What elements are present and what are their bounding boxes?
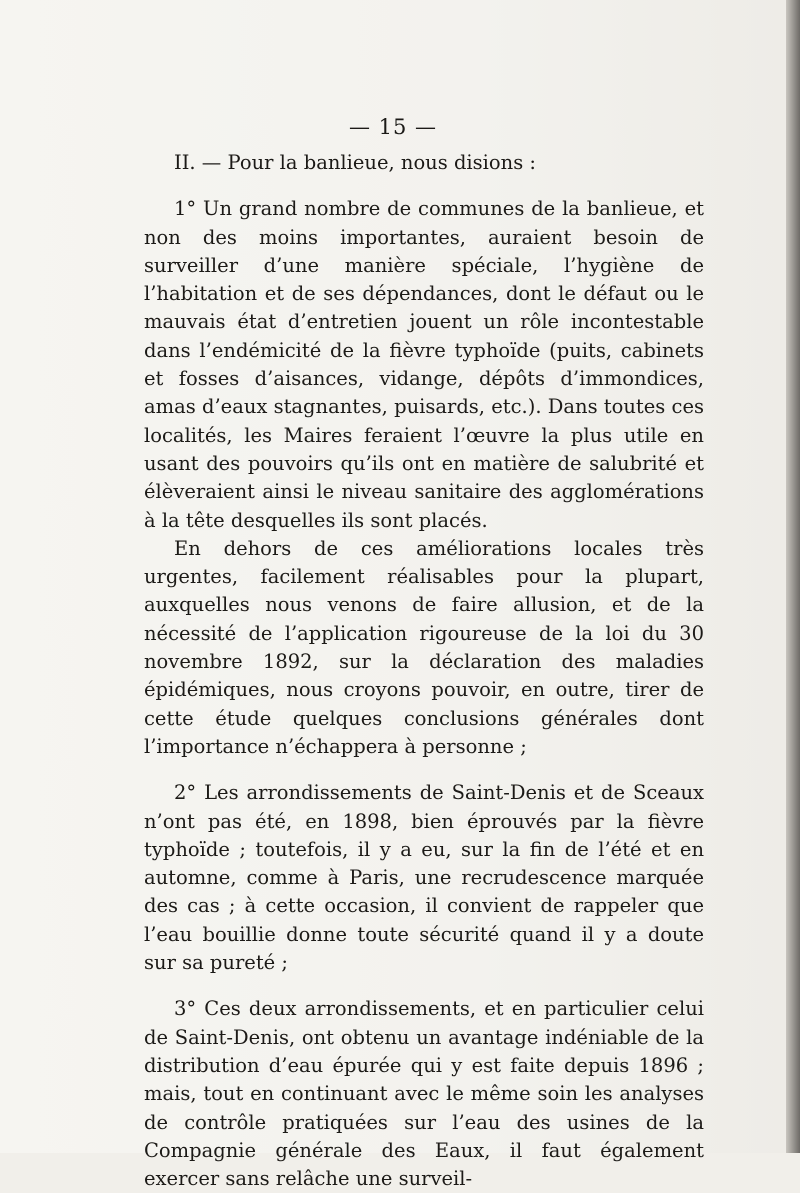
paragraph-4: 3° Ces deux arrondissements, et en particulier celui de Saint-Denis, ont obtenu un avantage indéniable de la distribution d’eau épurée qui y est faite depuis 1896 ; mais, tout en continuant avec le même soin les analyses de contrôle pratiquées sur l’eau des usines de la Compagnie générale des Eaux, il faut également exercer sans relâche une surveil- <box>144 997 704 1191</box>
page-edge-shadow <box>786 0 800 1153</box>
paragraph-1: 1° Un grand nombre de communes de la banlieue, et non des moins importantes, auraient besoin de surveiller d’une manière spéciale, l’hygiène de l’habitation et de ses dépendances, dont le défaut ou le mauvais état d’entretien jouent un rôle incontestable dans l’endémicité de la fièvre typhoïde (puits, cabinets et fosses d’aisances, vidange, dépôts d’immondices, amas d’eaux stagnantes, puisards, etc.). Dans toutes ces localités, les Maires feraient l’œuvre la plus utile en usant des pouvoirs qu’ils ont en matière de salubrité et élèveraient ainsi le niveau sanitaire des agglomérations à la tête desquelles ils sont placés. <box>144 197 704 532</box>
paragraph-2: En dehors de ces améliorations locales très urgentes, facilement réalisables pour la plupart, auxquelles nous venons de faire allusion, et de la nécessité de l’application rigoureuse de la loi du 30 novembre 1892, sur la déclaration des maladies épidémiques, nous croyons pouvoir, en outre, tirer de cette étude quelques conclusions générales dont l’importance n’échappera à personne ; <box>144 536 704 758</box>
section-heading: II. — Pour la banlieue, nous disions : <box>174 151 536 174</box>
paragraph-3: 2° Les arrondissements de Saint-Denis et de Sceaux n’ont pas été, en 1898, bien éprouvés par la fièvre typhoïde ; toutefois, il y a eu, sur la fin de l’été et en automne, comme à Paris, une recrudescence marquée des cas ; à cette occasion, il convient de rappeler que l’eau bouillie donne toute sécurité quand il y a doute sur sa pureté ; <box>144 781 704 975</box>
page-text <box>144 149 704 1193</box>
page-number: — 15 — <box>348 115 438 139</box>
